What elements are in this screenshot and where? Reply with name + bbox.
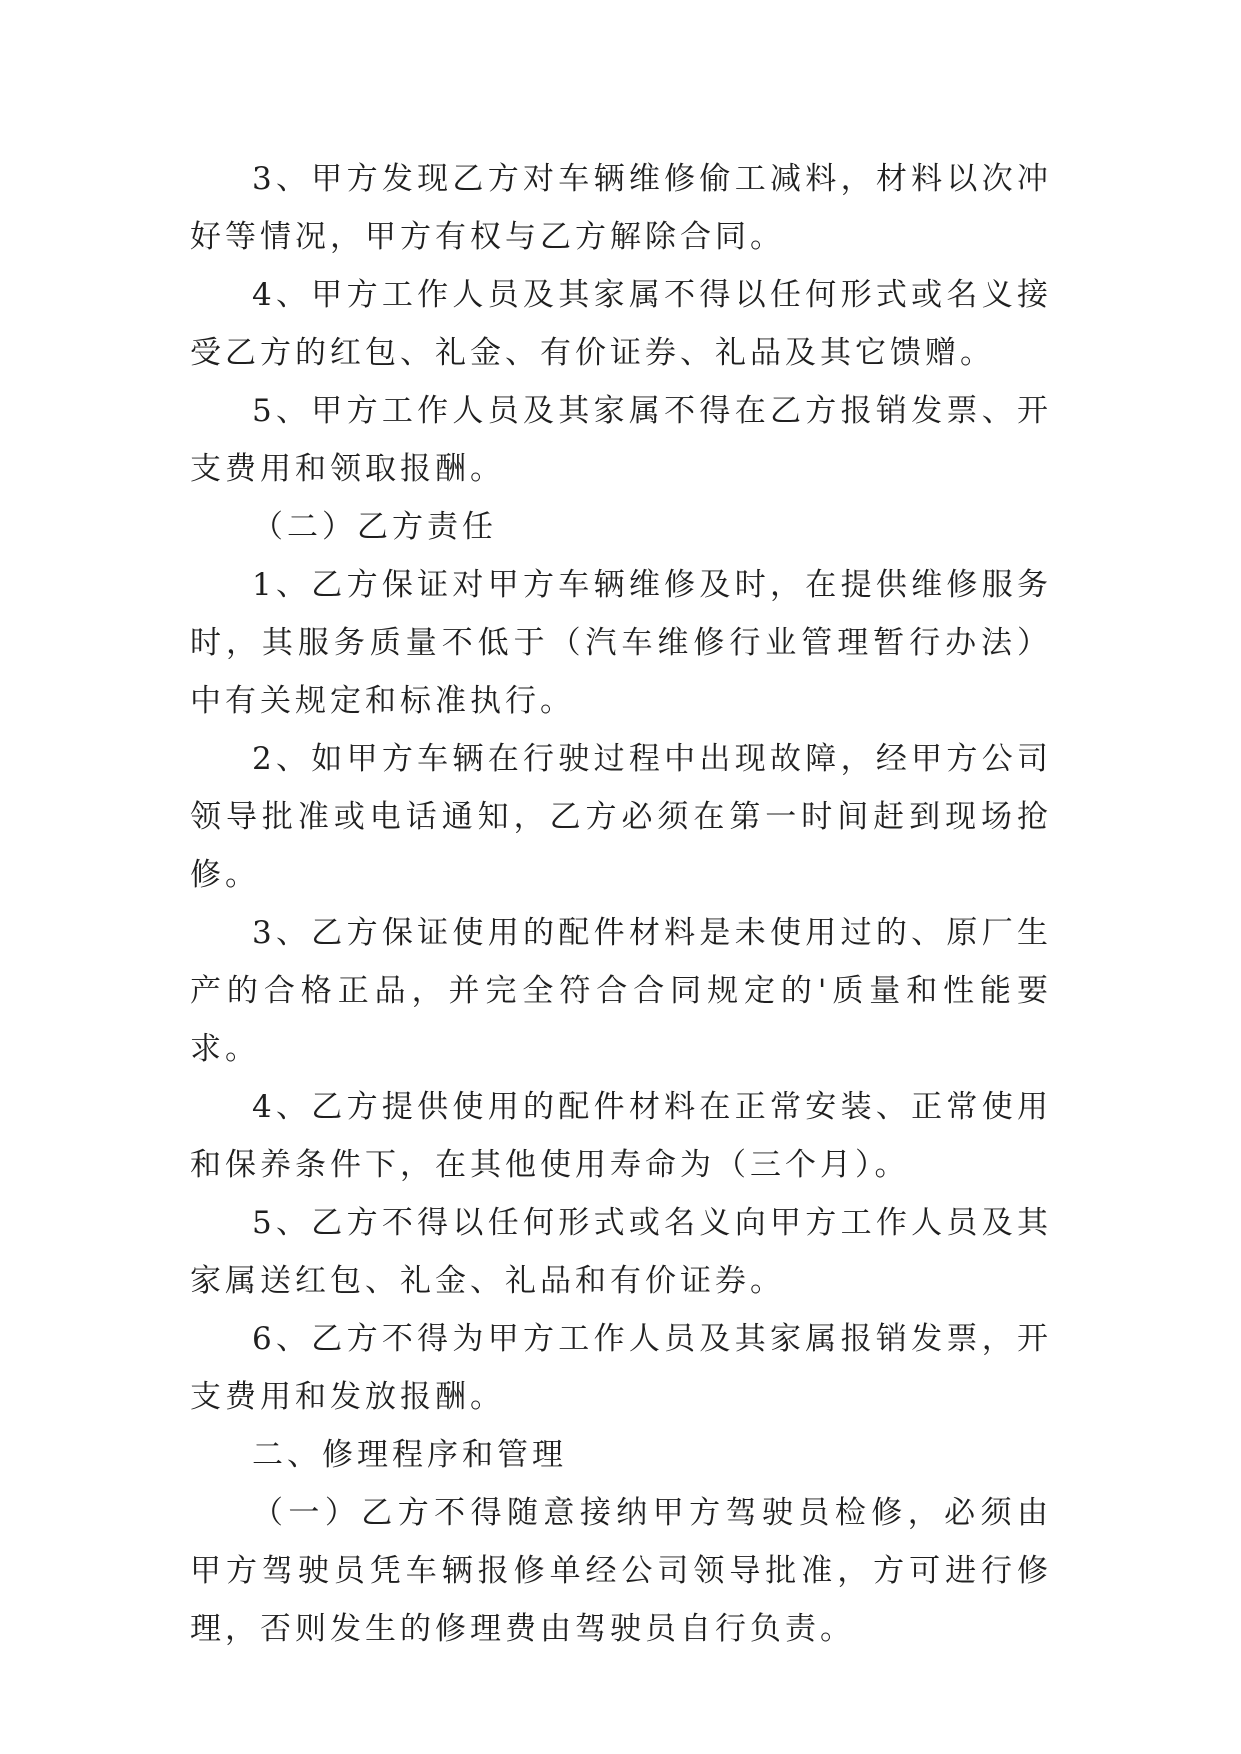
clause-procedure-1: （一）乙方不得随意接纳甲方驾驶员检修，必须由甲方驾驶员凭车辆报修单经公司领导批准，方可进行修理，否则发生的修理费由驾驶员自行负责。 (190, 1495, 1052, 1647)
section-heading-repair-procedure: 二、修理程序和管理 (252, 1437, 567, 1473)
clause-b6: 6、乙方不得为甲方工作人员及其家属报销发票，开支费用和发放报酬。 (190, 1321, 1052, 1415)
clause-a3: 3、甲方发现乙方对车辆维修偷工减料，材料以次冲好等情况，甲方有权与乙方解除合同。 (190, 161, 1052, 255)
clause-a5: 5、甲方工作人员及其家属不得在乙方报销发票、开支费用和领取报酬。 (190, 393, 1052, 487)
document-body (190, 150, 1052, 1658)
clause-a4: 4、甲方工作人员及其家属不得以任何形式或名义接受乙方的红包、礼金、有价证券、礼品及其它馈赠。 (190, 277, 1052, 371)
section-heading-party-b: （二）乙方责任 (252, 509, 497, 545)
clause-b4: 4、乙方提供使用的配件材料在正常安装、正常使用和保养条件下，在其他使用寿命为（三个月）。 (190, 1089, 1052, 1183)
clause-b5: 5、乙方不得以任何形式或名义向甲方工作人员及其家属送红包、礼金、礼品和有价证券。 (190, 1205, 1052, 1299)
clause-b3: 3、乙方保证使用的配件材料是未使用过的、原厂生产的合格正品，并完全符合合同规定的'质量和性能要求。 (190, 915, 1052, 1067)
clause-b2: 2、如甲方车辆在行驶过程中出现故障，经甲方公司领导批准或电话通知，乙方必须在第一时间赶到现场抢修。 (190, 741, 1052, 893)
clause-b1: 1、乙方保证对甲方车辆维修及时，在提供维修服务时，其服务质量不低于（汽车维修行业管理暂行办法）中有关规定和标准执行。 (190, 567, 1052, 719)
